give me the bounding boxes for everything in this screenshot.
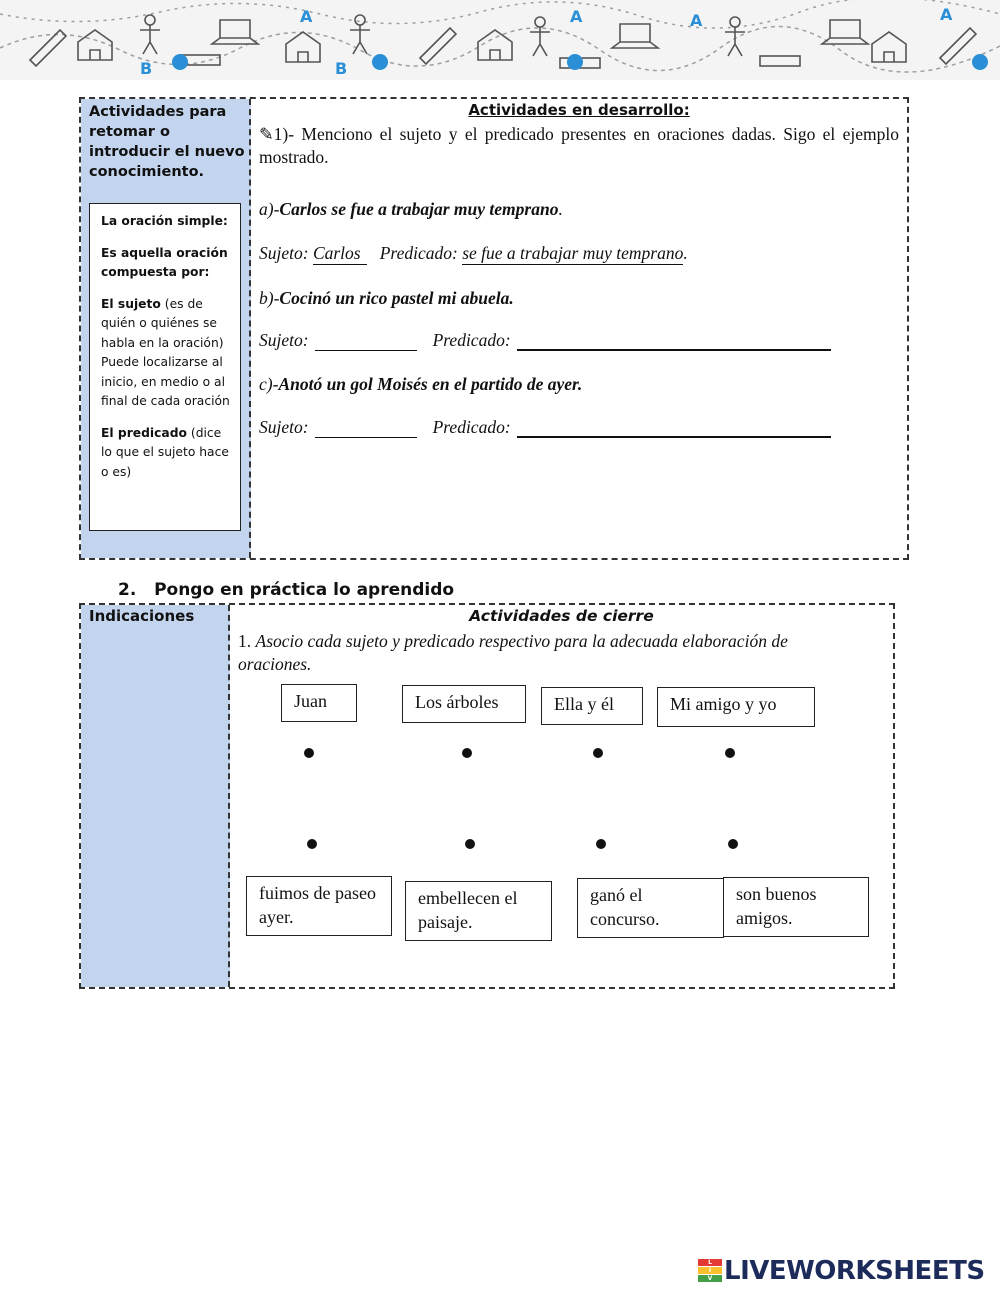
example-b-answer: Sujeto: Predicado: (259, 330, 831, 351)
example-a-sentence: a)-Carlos se fue a trabajar muy temprano. (259, 199, 563, 219)
svg-text:B: B (335, 59, 348, 78)
definition-intro: Es aquella oración compuesta por: (101, 245, 228, 279)
left-column-heading: Actividades para retomar o introducir el nuevo conocimiento. (89, 104, 245, 180)
logo-mark-i: I (698, 1267, 722, 1274)
predicado-blank-b[interactable] (517, 331, 831, 351)
definition-box (89, 203, 241, 531)
predicate-box-2[interactable]: embellecen el paisaje. (405, 881, 552, 941)
indications-heading: Indicaciones (89, 607, 195, 625)
predicate-dot-4[interactable] (728, 839, 738, 849)
predicate-dot-3[interactable] (596, 839, 606, 849)
closing-activities-table (79, 603, 895, 989)
example-c-sentence: c)-Anotó un gol Moisés en el partido de ayer. (259, 374, 583, 394)
right-column (251, 99, 907, 558)
subject-dot-2[interactable] (462, 748, 472, 758)
predicate-dot-2[interactable] (465, 839, 475, 849)
subject-dot-1[interactable] (304, 748, 314, 758)
liveworksheets-logo (698, 1256, 985, 1286)
svg-text:A: A (300, 7, 313, 26)
predicate-box-1[interactable]: fuimos de paseo ayer. (246, 876, 392, 936)
closing-title: Actividades de cierre (469, 607, 654, 625)
left-column (81, 99, 251, 558)
svg-text:A: A (690, 11, 703, 30)
development-activities-table (79, 97, 909, 560)
subject-box-mi-amigo-y-yo[interactable]: Mi amigo y yo (657, 687, 815, 727)
predicate-dot-1[interactable] (307, 839, 317, 849)
section-title: Actividades en desarrollo: (468, 101, 690, 119)
closing-activities-column (230, 605, 893, 987)
svg-text:B: B (140, 59, 153, 78)
subject-dot-3[interactable] (593, 748, 603, 758)
example-a-answer: Sujeto: Carlos Predicado: se fue a trabajar muy temprano. (259, 243, 688, 263)
subject-box-ella-y-el[interactable]: Ella y él (541, 687, 643, 725)
instruction-text: ✎1)- Menciono el sujeto y el predicado presentes en oraciones dadas. Sigo el ejemplo mostrado. (259, 124, 899, 167)
definition-predicado: El predicado (dice lo que el sujeto hace o es) (101, 425, 229, 479)
logo-mark-v: V (698, 1275, 722, 1282)
sujeto-blank-b[interactable] (315, 331, 417, 351)
predicado-blank-c[interactable] (517, 418, 831, 438)
logo-mark-icon (698, 1259, 722, 1283)
subject-dot-4[interactable] (725, 748, 735, 758)
school-doodles-icon (0, 0, 1000, 80)
pencil-icon: ✎ (259, 124, 274, 144)
svg-text:A: A (570, 7, 583, 26)
predicado-answer: se fue a trabajar muy temprano (462, 243, 684, 263)
indications-column (81, 605, 230, 987)
sujeto-answer: Carlos (313, 243, 367, 265)
doodle-banner (0, 0, 1000, 80)
closing-instruction: 1. Asocio cada sujeto y predicado respectivo para la adecuada elaboración de oraciones. (238, 631, 788, 674)
predicate-box-4[interactable]: son buenos amigos. (723, 877, 869, 937)
subject-box-juan[interactable]: Juan (281, 684, 357, 722)
svg-text:A: A (940, 5, 953, 24)
section-2-heading: 2. Pongo en práctica lo aprendido (118, 580, 455, 600)
definition-sujeto: El sujeto (es de quién o quiénes se habla en la oración) Puede localizarse al inicio, en medio o al final de cada oración (101, 296, 230, 408)
example-b-sentence: b)-Cocinó un rico pastel mi abuela. (259, 288, 514, 308)
logo-mark-l: L (698, 1259, 722, 1266)
example-c-answer: Sujeto: Predicado: (259, 417, 831, 438)
logo-text: LIVEWORKSHEETS (724, 1256, 985, 1286)
predicate-box-3[interactable]: ganó el concurso. (577, 878, 724, 938)
sujeto-blank-c[interactable] (315, 418, 417, 438)
subject-box-los-arboles[interactable]: Los árboles (402, 685, 526, 723)
definition-title: La oración simple: (101, 214, 228, 228)
